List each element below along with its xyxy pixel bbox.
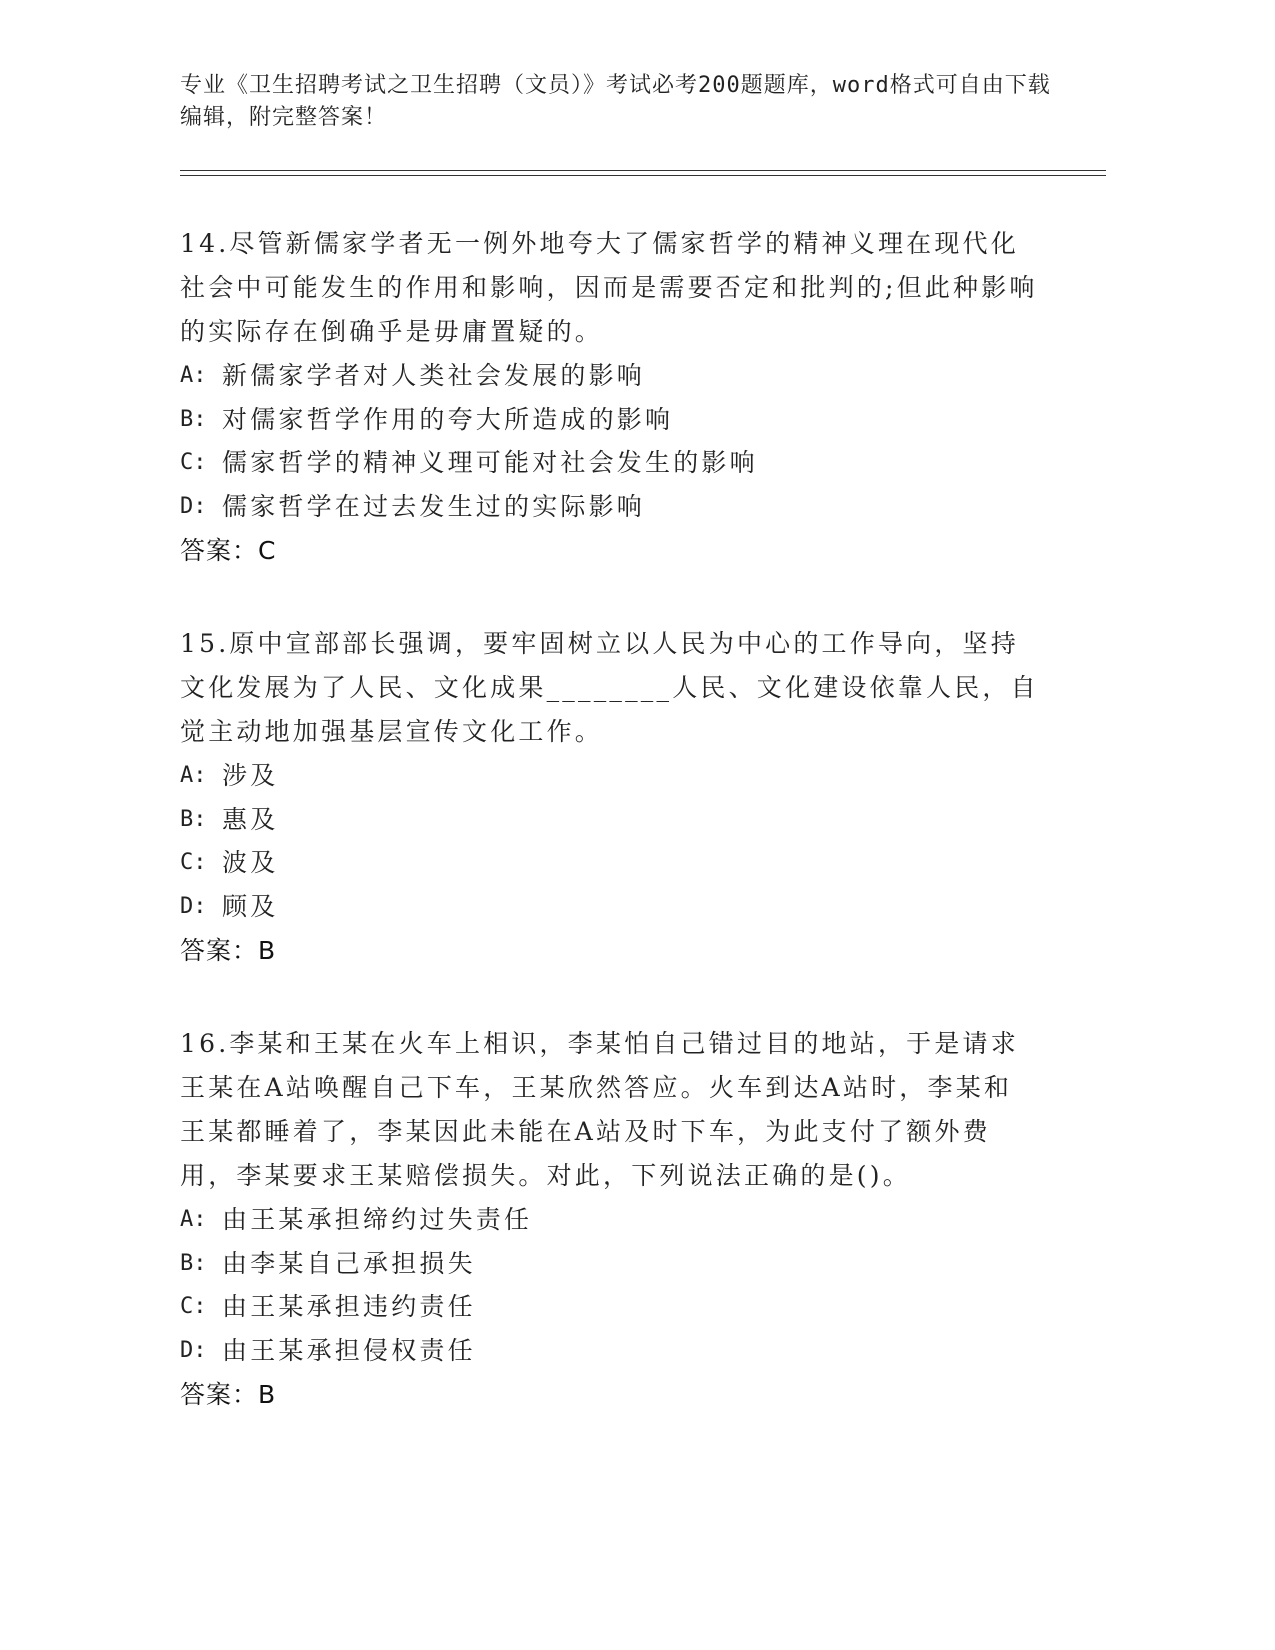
option-text: 由王某承担侵权责任 [222,1335,476,1365]
option-b [180,1242,1040,1286]
option-text: 惠及 [222,804,279,834]
option-b [180,798,1040,842]
option-d [180,885,1040,929]
question-stem: 14.尽管新儒家学者无一例外地夸大了儒家哲学的精神义理在现代化社会中可能发生的作用和影响，因而是需要否定和批判的;但此种影响的实际存在倒确乎是毋庸置疑的。 [180,229,1038,346]
option-a [180,754,1040,798]
option-letter: C: [180,850,207,875]
document-header: 专业《卫生招聘考试之卫生招聘（文员）》考试必考200题题库，word格式可自由下载编辑，附完整答案！ [180,73,1051,130]
option-letter: B: [180,1250,207,1276]
answer-line: 答案：C [180,536,277,565]
option-text: 由李某自己承担损失 [222,1248,476,1278]
option-b [180,398,1040,442]
header-divider-bottom [180,175,1106,176]
option-letter: B: [180,406,207,432]
option-letter: A: [180,763,207,788]
option-c [180,841,1040,885]
option-text: 波及 [222,848,279,877]
option-letter: A: [180,1207,207,1232]
option-text: 儒家哲学的精神义理可能对社会发生的影响 [222,448,758,477]
question-list [180,222,1040,1466]
question-stem: 15.原中宣部部长强调，要牢固树立以人民为中心的工作导向，坚持文化发展为了人民、文化成果________人民、文化建设依靠人民，自觉主动地加强基层宣传文化工作。 [180,629,1039,746]
question-15 [180,622,1040,974]
option-text: 由王某承担违约责任 [222,1292,476,1321]
option-text: 对儒家哲学作用的夸大所造成的影响 [222,404,674,434]
answer-line: 答案：B [180,1380,277,1409]
option-d [180,485,1040,529]
option-a [180,1198,1040,1242]
option-a [180,354,1040,398]
option-letter: A: [180,363,207,388]
option-letter: C: [180,1294,207,1319]
option-text: 顾及 [222,891,279,921]
option-c [180,441,1040,485]
option-text: 儒家哲学在过去发生过的实际影响 [222,491,646,521]
question-14 [180,222,1040,574]
option-text: 涉及 [222,761,279,790]
header-divider-top [180,170,1106,171]
option-letter: D: [180,1337,207,1363]
option-letter: B: [180,806,207,832]
question-16 [180,1022,1040,1418]
question-stem: 16.李某和王某在火车上相识，李某怕自己错过目的地站，于是请求王某在A站唤醒自己下车，王某欣然答应。火车到达A站时，李某和王某都睡着了，李某因此未能在A站及时下车，为此支付了额外费用，李某要求王某赔偿损失。对此，下列说法正确的是()。 [180,1029,1019,1190]
option-text: 由王某承担缔约过失责任 [222,1205,533,1234]
option-letter: C: [180,450,207,475]
option-text: 新儒家学者对人类社会发展的影响 [222,361,646,390]
option-letter: D: [180,493,207,519]
option-d [180,1329,1040,1373]
answer-line: 答案：B [180,936,277,965]
option-letter: D: [180,893,207,919]
option-c [180,1285,1040,1329]
